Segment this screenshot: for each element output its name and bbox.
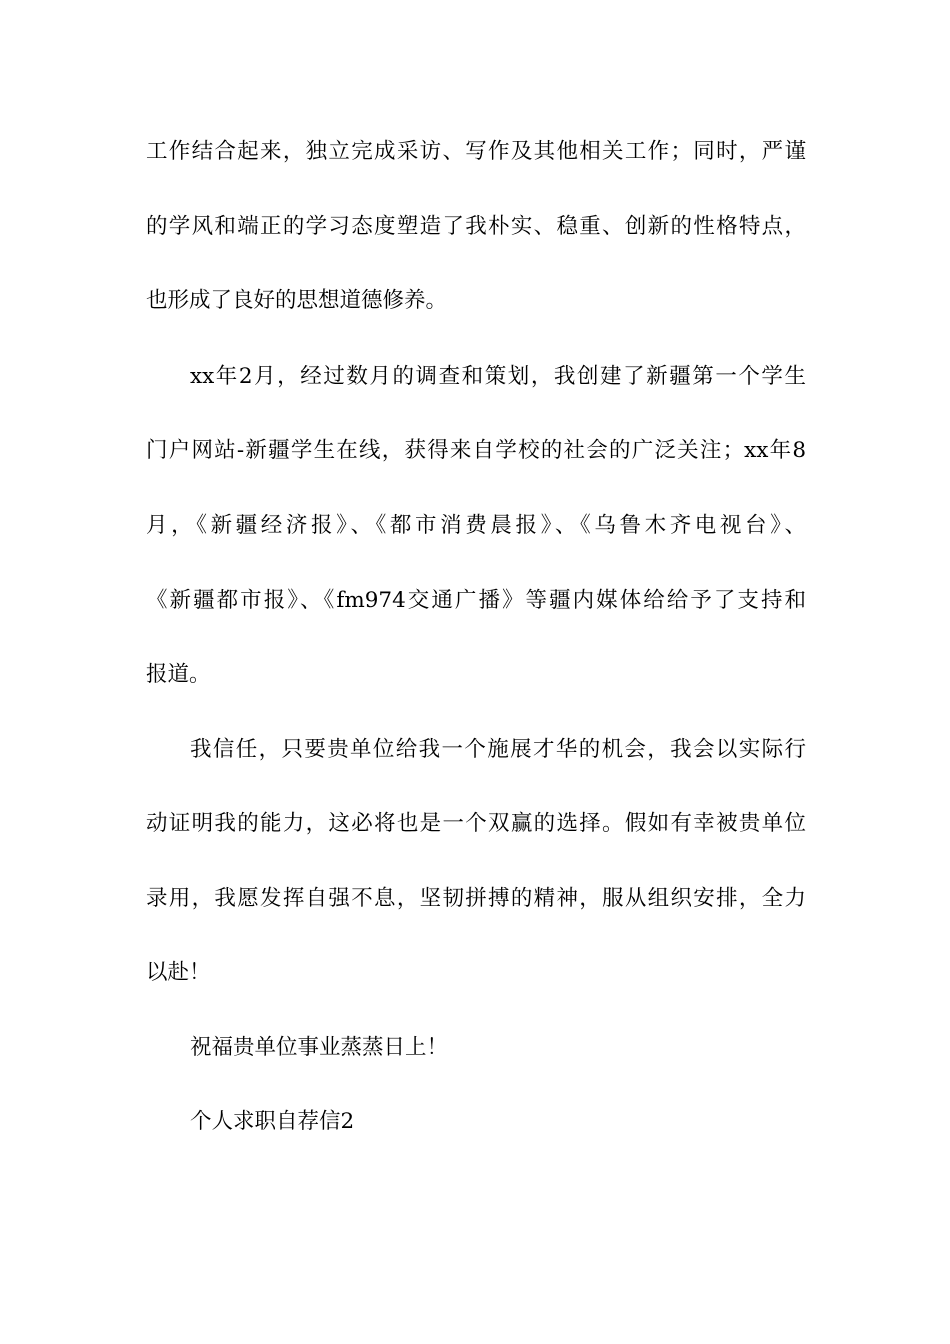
paragraph-3-line-1: 我信任，只要贵单位给我一个施展才华的机会，我会以实际行: [190, 737, 806, 762]
paragraph-2-line-4: 《新疆都市报》、《fm974交通广播》等疆内媒体给给予了支持和: [146, 588, 806, 613]
section-heading: 个人求职自荐信2: [190, 1109, 355, 1134]
paragraph-3-line-4: 以赴！: [146, 960, 211, 985]
paragraph-1-line-3: 也形成了良好的思想道德修养。: [146, 288, 448, 313]
paragraph-1-line-2: 的学风和端正的学习态度塑造了我朴实、稳重、创新的性格特点，: [146, 214, 806, 239]
paragraph-3-line-3: 录用，我愿发挥自强不息，坚韧拼搏的精神，服从组织安排，全力: [146, 886, 806, 911]
paragraph-1-line-1: 工作结合起来，独立完成采访、写作及其他相关工作；同时，严谨: [146, 139, 806, 164]
paragraph-2-line-2: 门户网站-新疆学生在线，获得来自学校的社会的广泛关注；xx年8: [146, 438, 806, 463]
paragraph-2-line-5: 报道。: [146, 662, 211, 687]
paragraph-3-line-2: 动证明我的能力，这必将也是一个双赢的选择。假如有幸被贵单位: [146, 811, 806, 836]
paragraph-2-line-3: 月，《新疆经济报》、《都市消费晨报》、《乌鲁木齐电视台》、: [146, 513, 806, 538]
paragraph-2-line-1: xx年2月，经过数月的调查和策划，我创建了新疆第一个学生: [190, 364, 806, 389]
paragraph-4-line-1: 祝福贵单位事业蒸蒸日上！: [190, 1035, 449, 1060]
